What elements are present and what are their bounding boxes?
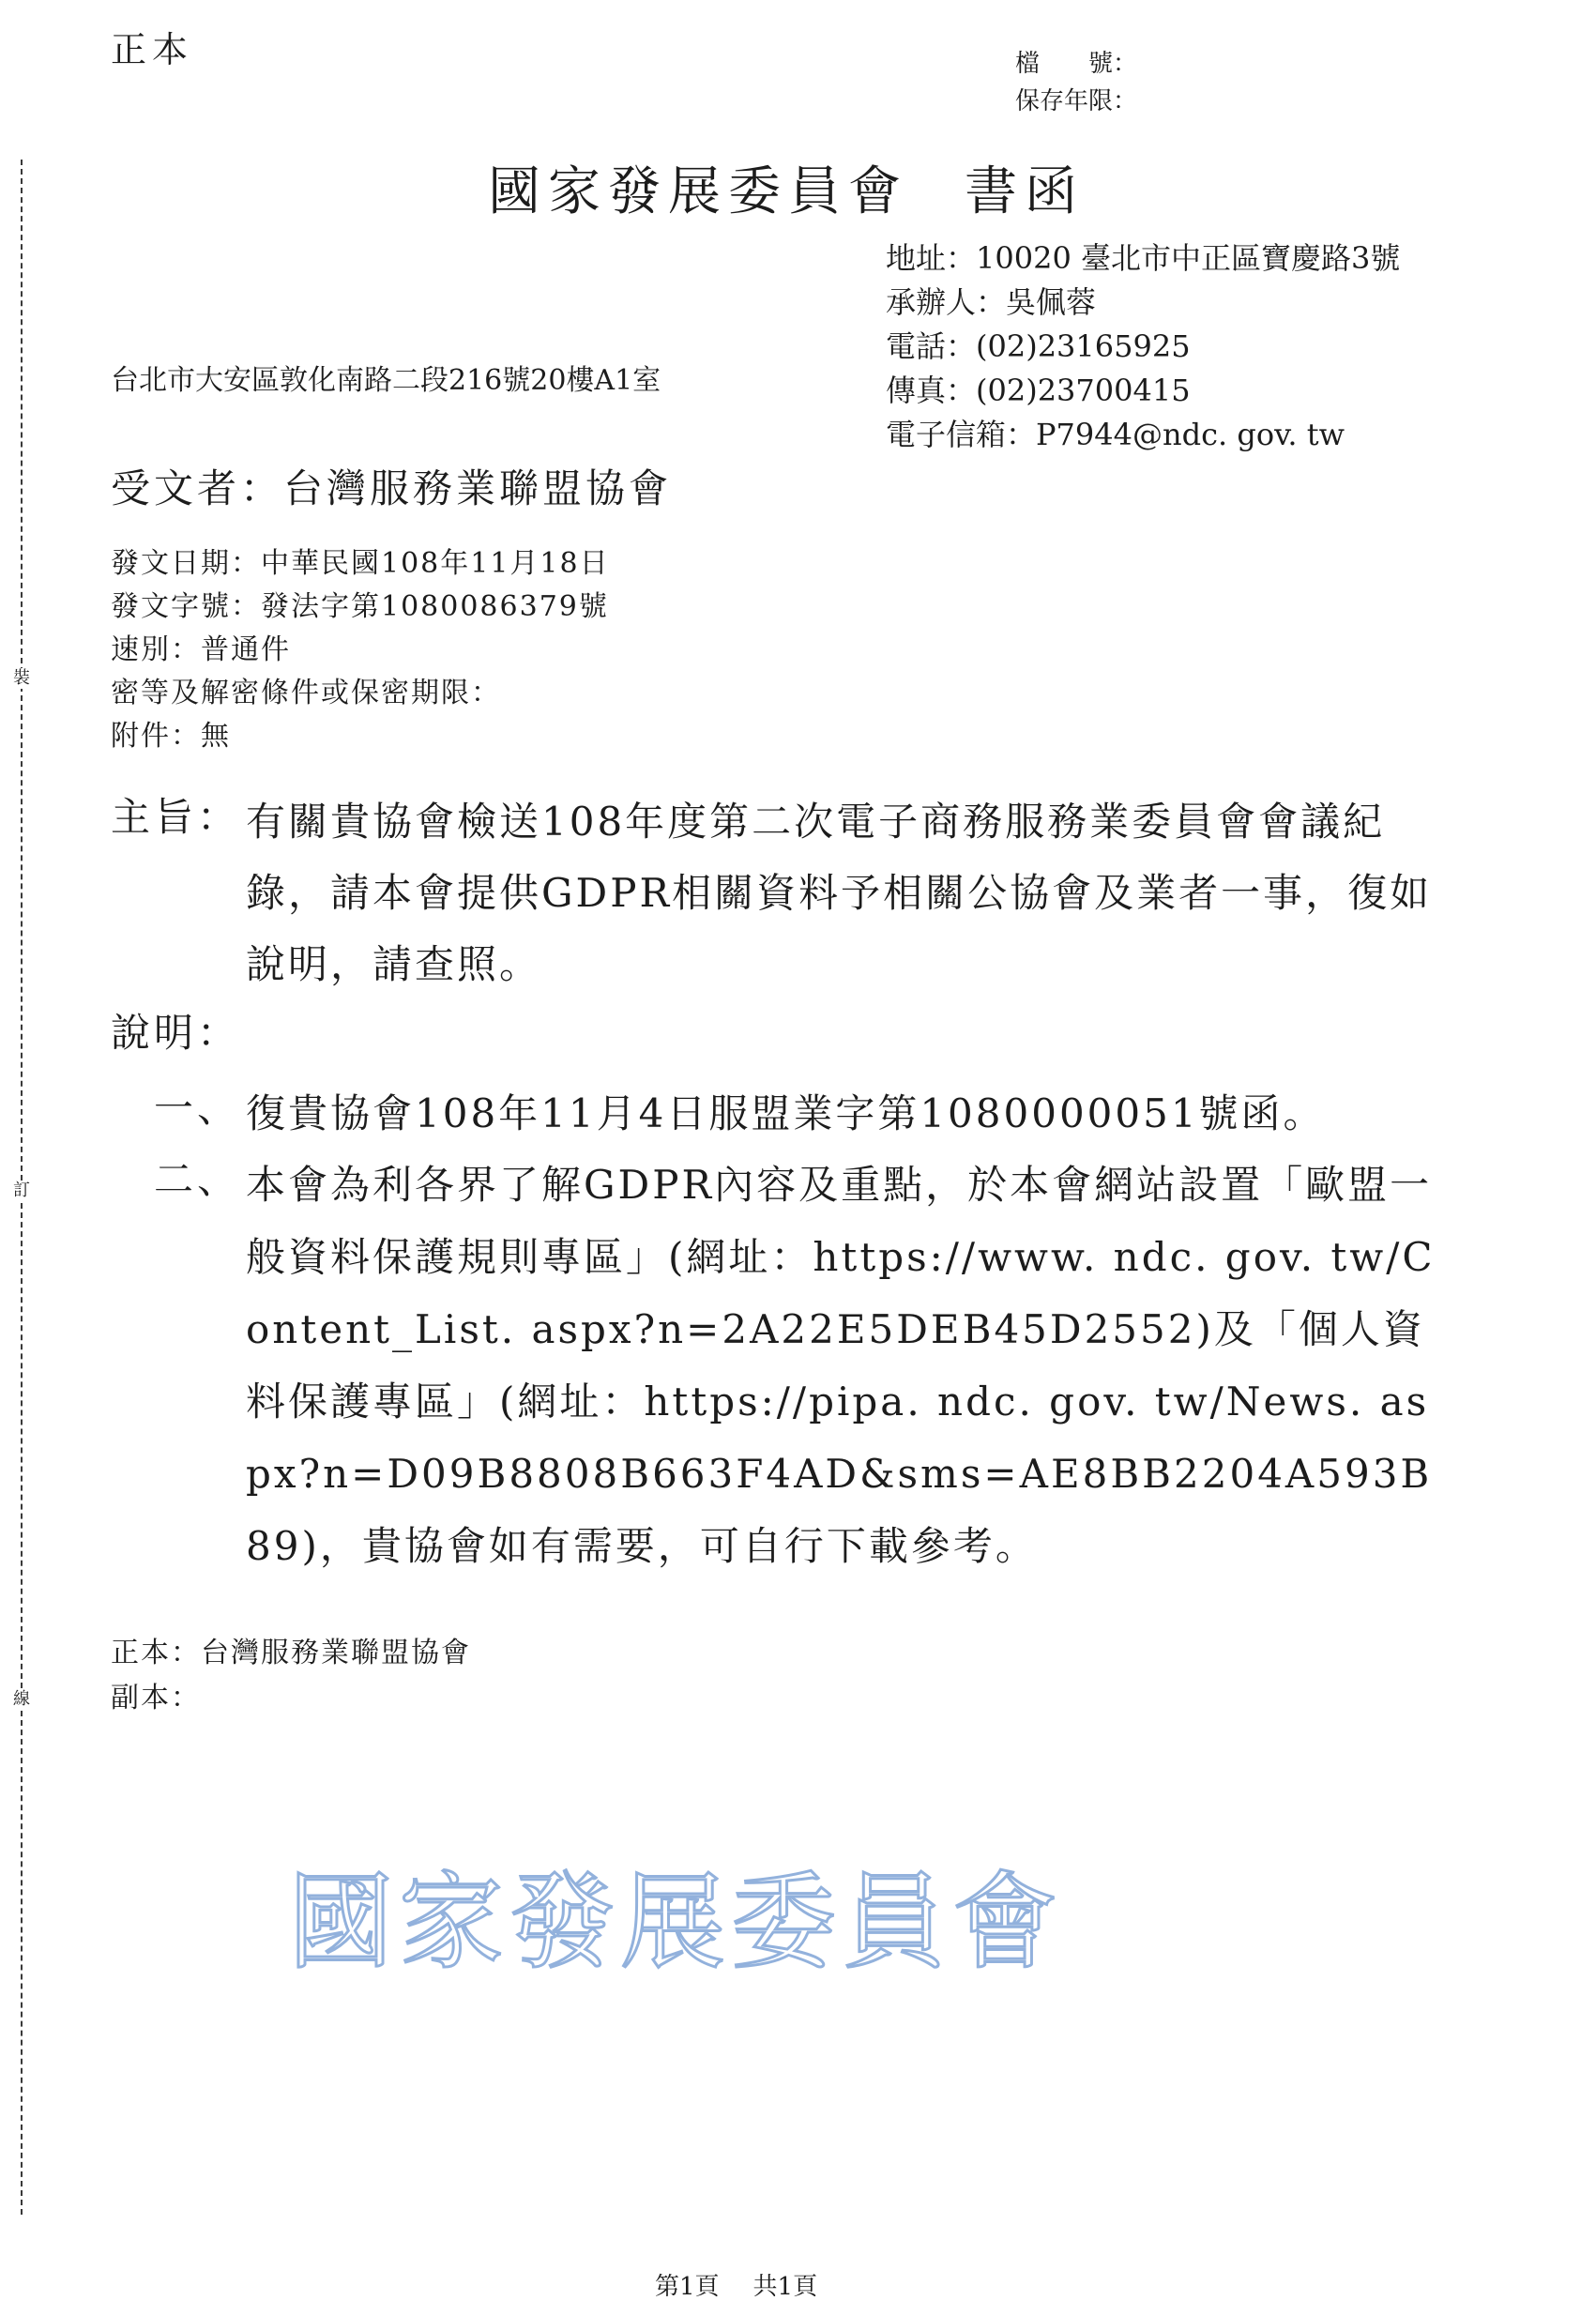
distribution-list <box>111 1631 471 1721</box>
subject-label: 主旨： <box>111 794 241 840</box>
subject-text: 有關貴協會檢送108年度第二次電子商務服務業委員會會議紀錄，請本會提供GDPR相關資料予相關公協會及業者一事，復如說明，請查照。 <box>246 799 1433 987</box>
copy-type-label: 正本 <box>111 29 194 70</box>
email-address: 電子信箱：P7944@ndc. gov. tw <box>886 417 1345 452</box>
description-item-number: 二、 <box>154 1156 241 1202</box>
binding-mark-zhuang: 裝 <box>9 668 34 689</box>
document-title <box>488 150 1085 225</box>
svg-text:國家發展委員會: 國家發展委員會 <box>288 1862 1063 1984</box>
issuing-organization: 國家發展委員會 <box>488 161 908 222</box>
retention-period-label: 保存年限： <box>1015 87 1138 115</box>
document-number: 發文字號：發法字第1080086379號 <box>111 590 609 623</box>
phone-number: 電話：(02)23165925 <box>886 328 1191 364</box>
copy-recipient: 副本： <box>111 1682 201 1714</box>
document-meta <box>111 542 610 758</box>
recipient-address: 台北市大安區敦化南路二段216號20樓A1室 <box>111 364 661 397</box>
file-meta <box>1015 45 1137 120</box>
secrecy-level: 密等及解密條件或保密期限： <box>111 677 501 709</box>
description-item-text: 本會為利各界了解GDPR內容及重點，於本會網站設置「歐盟一般資料保護規則專區」(網址：https://www. ndc. gov. tw/Content_List. aspx?n=2A22E5DEB45D2552)及「個人資料保護專區」(網址：https://pipa. ndc. gov. tw/News. aspx?n=D09B8808B663F4AD&sms=AE8BB2204A593B89)，貴協會如有需要，可自行下載參考。 <box>246 1162 1436 1569</box>
handler-name: 承辦人：吳佩蓉 <box>886 284 1097 320</box>
description-item-text: 復貴協會108年11月4日服盟業字第1080000051號函。 <box>246 1090 1326 1136</box>
original-recipient: 正本：台灣服務業聯盟協會 <box>111 1637 471 1669</box>
issue-date: 發文日期：中華民國108年11月18日 <box>111 547 610 580</box>
sender-address: 地址：10020 臺北市中正區寶慶路3號 <box>886 240 1401 276</box>
binding-mark-ding: 訂 <box>9 1181 34 1201</box>
description-item-number: 一、 <box>154 1085 241 1131</box>
file-number-label: 檔 號： <box>1015 50 1138 78</box>
description-label: 說明： <box>111 1010 241 1056</box>
page-number <box>655 2267 817 2302</box>
official-seal-stamp <box>288 1853 1063 1985</box>
fax-number: 傳真：(02)23700415 <box>886 373 1191 408</box>
binding-mark-xian: 線 <box>9 1689 34 1710</box>
current-page: 第1頁 <box>655 2273 720 2301</box>
total-pages: 共1頁 <box>752 2273 818 2301</box>
sender-contact-block <box>886 236 1400 457</box>
document-type: 書函 <box>965 161 1085 222</box>
attachment: 附件：無 <box>111 720 231 753</box>
delivery-speed: 速別：普通件 <box>111 633 291 666</box>
receiver: 受文者：台灣服務業聯盟協會 <box>111 465 673 511</box>
